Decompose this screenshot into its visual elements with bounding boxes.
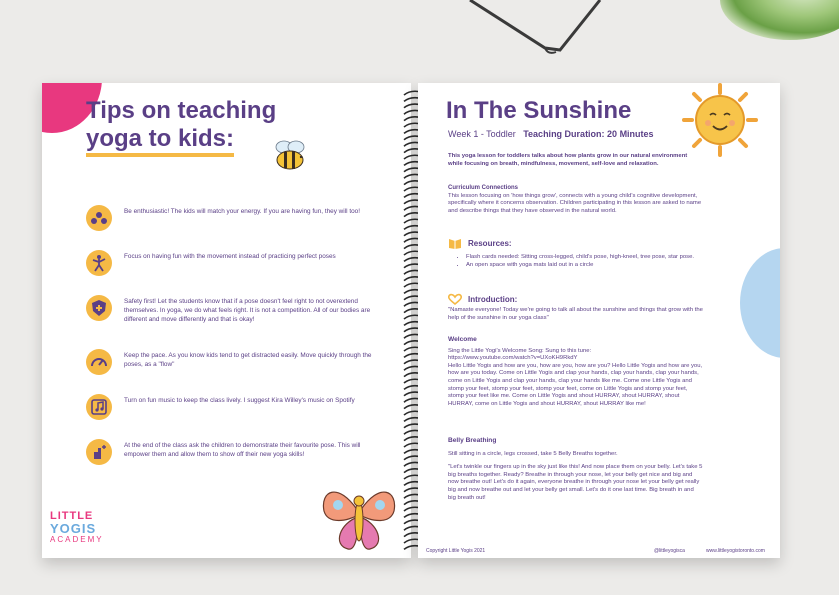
introduction-text: "Namaste everyone! Today we're going to talk all about the sunshine and things that grow with the help of the sunshine in our yoga class" [448,307,703,321]
website-url: www.littleyogistoronto.com [706,548,765,554]
tip-item [86,439,376,465]
tip-text: Be enthusiastic! The kids will match your energy. If you are having fun, they will too! [124,208,360,215]
resources-list [458,254,698,269]
tip-item [86,205,376,231]
smiley-cluster-icon [86,205,112,231]
title-line-2: yoga to kids: [86,125,234,157]
belly-breathing-heading: Belly Breathing [448,437,497,444]
introduction-heading-label: Introduction: [468,294,518,304]
logo-line-3: ACADEMY [50,535,104,544]
social-handle: @littleyogisca [654,548,685,554]
book-icon [448,238,462,249]
welcome-url[interactable]: https://www.youtube.com/watch?v=UXoKH9RkdY [448,355,578,362]
tip-text: Safety first! Let the students know that if a pose doesn't feel right to not overextend themselves. In yoga, we do what feels right. It is not a competition. All of our bodies are different and move differently and that is okay! [124,298,371,323]
introduction-heading [448,293,517,305]
music-note-icon [86,394,112,420]
logo-line-2: YOGIS [50,521,97,536]
tip-text: Focus on having fun with the movement instead of practicing perfect poses [124,253,336,260]
right-page [418,83,780,558]
first-aid-shield-icon [86,295,112,321]
blue-decoration [740,248,780,358]
welcome-section [448,336,703,408]
belly-breathing-line: Still sitting in a circle, legs crossed, take 5 Belly Breaths together. [448,450,618,457]
title-line-1: Tips on teaching [86,97,277,124]
logo-line-1: LITTLE [50,510,94,522]
welcome-song-text: Hello Little Yogis and how are you, how are you, how are you? Hello Little Yogis and how are you, how are you today. Come on Little Yogis and clap your hands, clap your hands, clap your hands, come on Little Yogis and clap your hands, clap your hands like me. Come one Little Yogis and stomp your feet, stomp your feet, stomp your feet, come on Little Yogis and stomp your feet, stomp your feet like me. Come on Little Yogis and shout HURRAY, shout HURRAY, shout HURRAY, come on Little Yogis and shout HURRAY, shout HURRAY like me! [448,362,703,407]
welcome-line: Sing the Little Yogi's Welcome Song: Sung to this tune: [448,347,592,354]
belly-breathing-text: "Let's twinkle our fingers up in the sky just like this! And now place them on your belly. Let's take 5 big breaths together. Ready? Breathe in through your nose, let your belly get nice and big and now breathe out! Let's do it again, everyone breathe in through your nose let your belly get really big and now breathe out and let your belly get small. Let's do it one last time. Big breath in and big breath out! [448,464,703,501]
resources-heading-label: Resources: [468,239,512,248]
duration-label: Teaching Duration: 20 Minutes [523,129,654,139]
heart-hand-icon [448,293,462,305]
lesson-intro: This yoga lesson for toddlers talks about how plants grow in our natural environment while focusing on breath, mindfulness, movement, self-love and relaxation. [448,153,688,167]
sparkle-hand-icon [86,439,112,465]
week-label: Week 1 - Toddler [448,129,516,139]
sun-icon [680,83,760,159]
eyeglasses-icon [0,0,839,90]
curriculum-text: This lesson focusing on 'how things grow', connects with a young child's cognitive development, specifically where it concerns observation. Children participating in this lesson are asked to name and describe things that they have observed in the natural world. [448,192,702,214]
little-yogis-logo [50,511,104,545]
tip-item [86,295,376,324]
bee-icon [268,138,312,174]
resource-item: • Flash cards needed: Sitting cross-legged, child's pose, high-kneel, tree pose, star pose. [466,254,698,262]
speedometer-icon [86,349,112,375]
butterfly-icon [318,481,400,557]
curriculum-heading: Curriculum Connections [448,185,519,191]
resources-heading [448,238,512,249]
tip-item [86,349,376,375]
dancing-figure-icon [86,250,112,276]
tip-text: Turn on fun music to keep the class lively. I suggest Kira Willey's music on Spotify [124,397,355,404]
resource-item: • An open space with yoga mats laid out in a circle [466,262,698,270]
belly-breathing-section [448,437,703,502]
copyright-footer: Copyright Little Yogis 2021 [426,548,486,554]
lesson-title: In The Sunshine [446,97,632,124]
curriculum-section [448,185,703,215]
tip-item [86,394,376,420]
tip-text: At the end of the class ask the children to demonstrate their favourite pose. This will empower them and allow them to show off their new yoga skills! [124,442,361,458]
left-page [42,83,411,558]
welcome-heading: Welcome [448,336,477,343]
left-page-title [86,97,276,157]
lesson-subtitle [448,129,654,139]
tip-item [86,250,376,276]
tip-text: Keep the pace. As you know kids tend to get distracted easily. Move quickly through the poses, as a "flow" [124,352,372,368]
